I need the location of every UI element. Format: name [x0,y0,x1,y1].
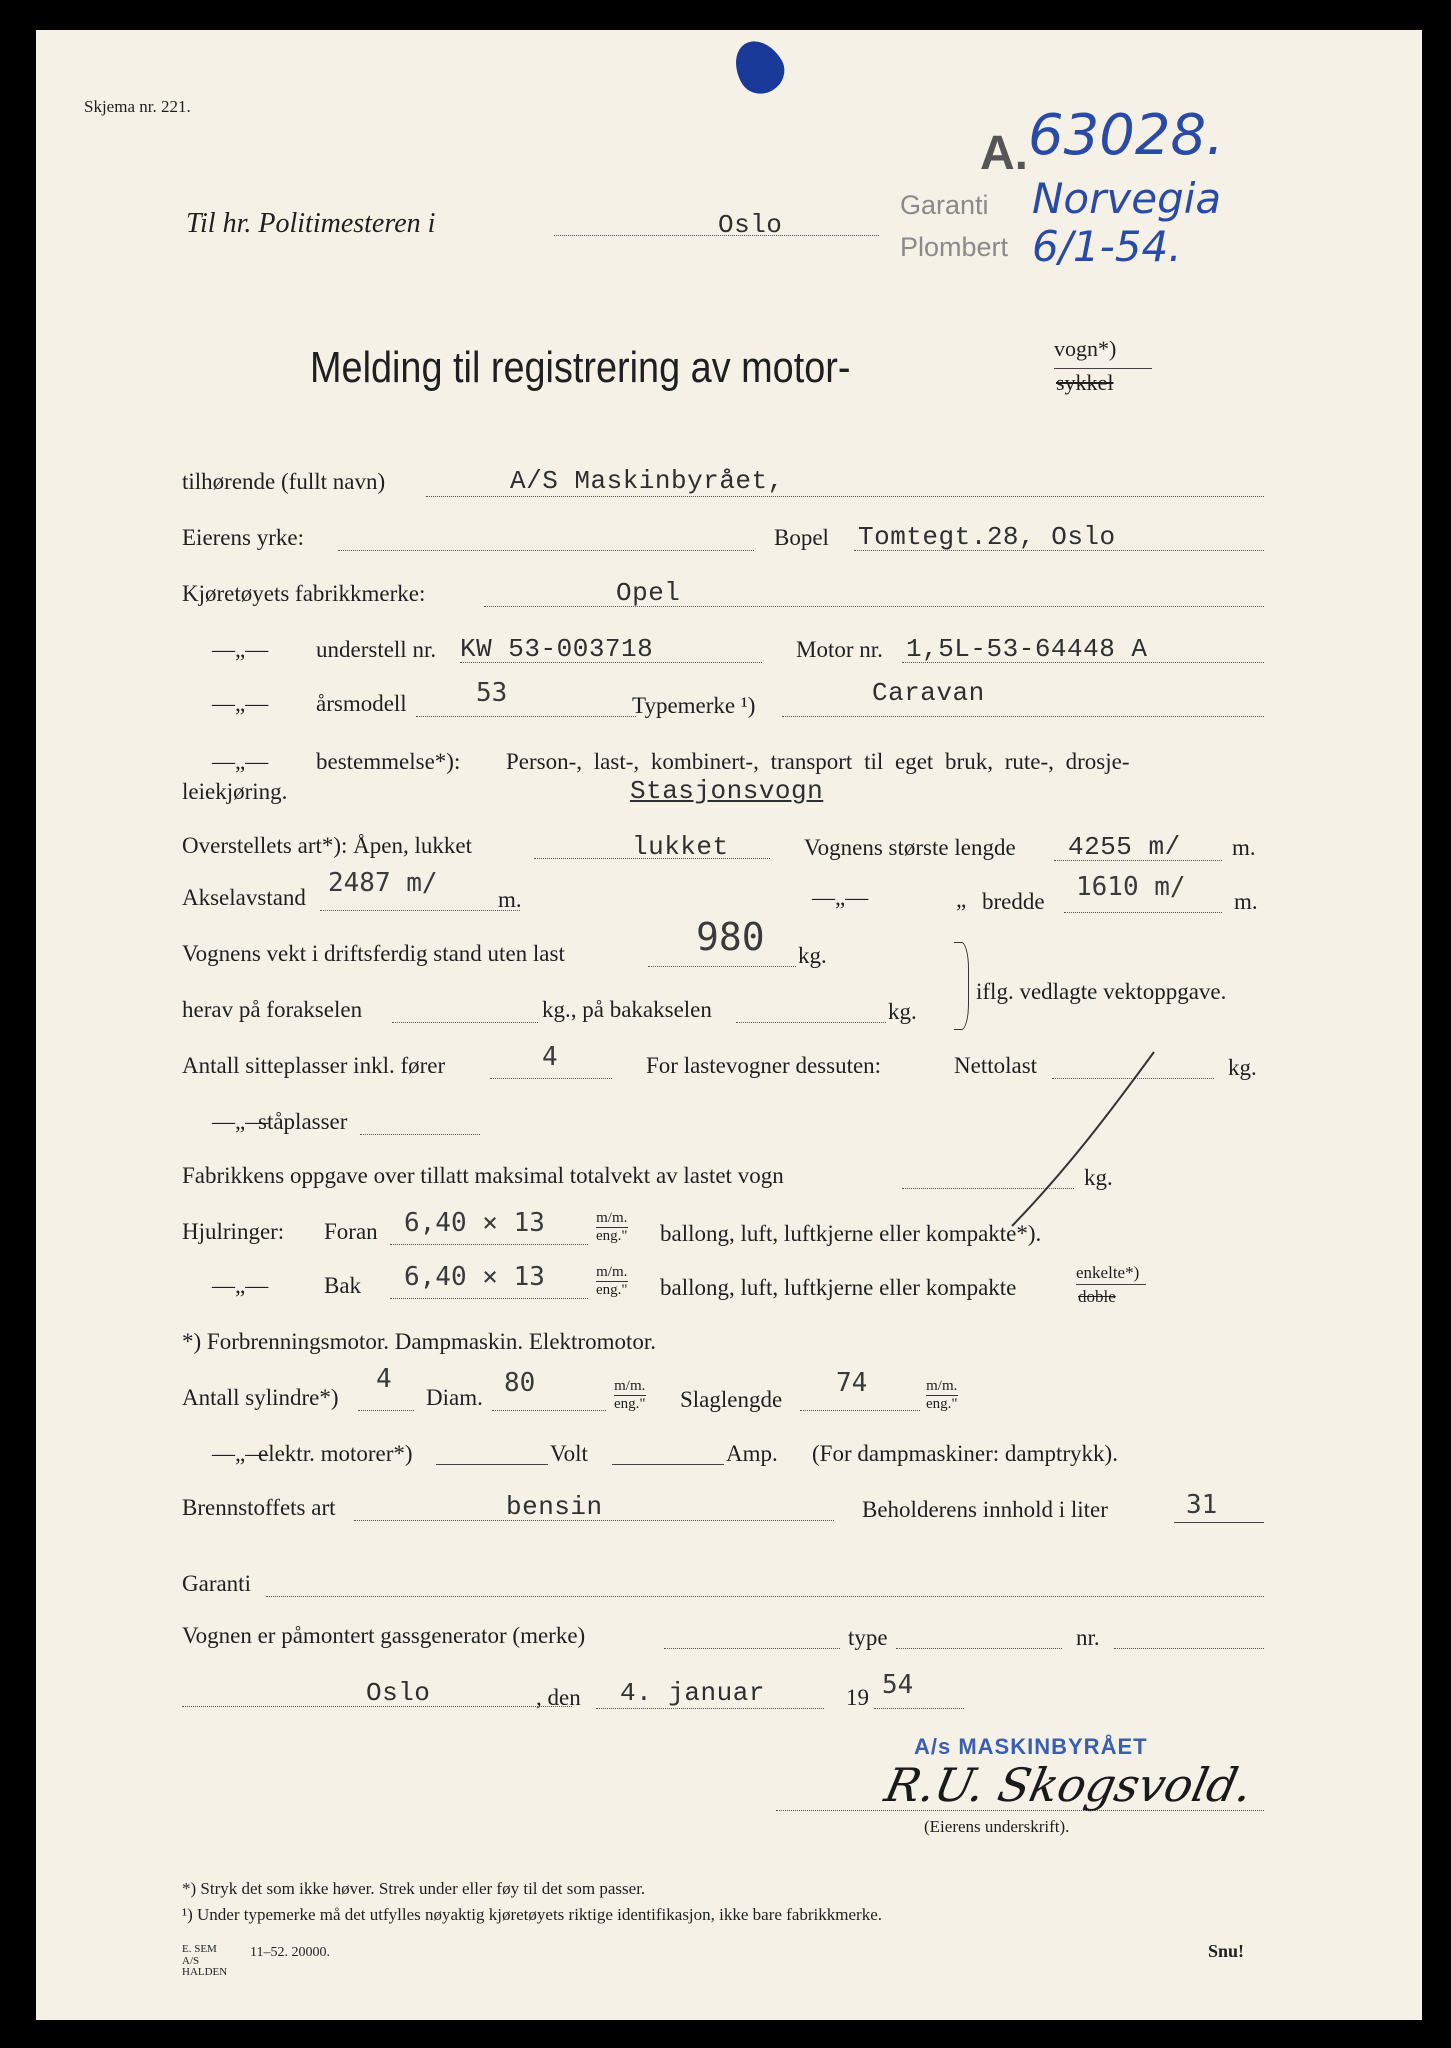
stamp-plombert: Plombert [900,232,1009,262]
gas-nr-label: nr. [1076,1625,1100,1650]
gas-label: Vognen er påmontert gassgenerator (merke) [182,1623,586,1648]
company-stamp: A/s MASKINBYRÅET [914,1734,1148,1759]
net-load-label: Nettolast [954,1053,1038,1078]
tank-line [1174,1522,1264,1523]
weight-line [648,966,796,967]
width-unit: m. [1234,889,1258,914]
length-unit: m. [1232,835,1256,860]
strike-through-mark [1006,1050,1156,1230]
rear-value: 6,40 × 13 [404,1262,545,1292]
motor-label: Motor nr. [796,637,883,662]
hw-garanti: Norvegia [1032,174,1222,223]
reg-prefix: A. [980,127,1028,180]
gas-type-line [896,1648,1062,1649]
seats-line [490,1078,612,1079]
gas-type-label: type [848,1625,888,1650]
diam-unit [614,1378,646,1412]
ditto-4: —„— [812,885,869,910]
residence-label: Bopel [774,525,829,550]
reg-number: 63028. [1028,103,1224,168]
addressee-line [554,235,879,236]
diam-unit-mm: m/m. [614,1378,646,1394]
date-line [596,1708,824,1709]
title-option-divider [1054,368,1152,369]
front-unit-mm: m/m. [596,1210,628,1226]
cylinders-value: 4 [376,1364,392,1394]
ditto-2: —„— [212,691,269,716]
model-year-label: årsmodell [316,691,407,716]
fuel-value: bensin [506,1492,603,1522]
chassis-label: understell nr. [316,637,437,662]
ditto-6: —„— [212,1273,269,1298]
make-value: Opel [616,578,681,608]
year-prefix: 19 [846,1685,869,1710]
rear-axle-line [736,1022,886,1023]
tire-divider [1076,1284,1146,1285]
purpose-value: Stasjonsvogn [630,776,824,806]
length-label: Vognens største lengde [804,835,1016,860]
print-run: 11–52. 20000. [250,1945,330,1960]
front-line [390,1244,588,1245]
tank-label: Beholderens innhold i liter [862,1497,1108,1522]
front-value: 6,40 × 13 [404,1208,545,1238]
date-label: , den [536,1685,581,1710]
body-label: Overstellets art*): Åpen, lukket [182,833,472,858]
rear-axle-kg: kg. [888,999,917,1024]
stroke-unit [926,1378,958,1412]
stroke-line [800,1410,920,1411]
footnote-2: ¹) Under typemerke må det utfylles nøyaktig kjøretøyets riktige identifikasjon, ikke bare fabrikkmerke. [182,1905,882,1924]
occupation-line [338,550,754,551]
wheelbase-label: Akselavstand [182,885,306,910]
rear-unit-mm: m/m. [596,1264,628,1280]
diam-value: 80 [504,1368,536,1398]
gas-nr-line [1114,1648,1264,1649]
form-title: Melding til registrering av motor- [310,343,851,392]
place-value: Oslo [366,1678,431,1708]
signature-caption: (Eierens underskrift). [924,1817,1070,1836]
diam-line [492,1410,606,1411]
engine-types: *) Forbrenningsmotor. Dampmaskin. Elektromotor. [182,1329,657,1354]
cylinders-line [358,1410,414,1411]
electric-label: elektr. motorer*) [258,1441,413,1466]
weight-note: iflg. vedlagte vektoppgave. [976,979,1227,1004]
model-year-value: 53 [476,678,508,708]
seats-label: Antall sitteplasser inkl. fører [182,1053,446,1078]
form-sheet [36,30,1422,2020]
ditto-1: —„— [212,637,269,662]
stroke-value: 74 [836,1368,868,1398]
schema-label: Skjema nr. 221. [84,97,191,116]
front-unit [596,1210,628,1244]
year-line [874,1708,964,1709]
width-line [1064,912,1222,913]
gas-line [664,1648,840,1649]
occupation-label: Eierens yrke: [182,525,304,550]
purpose-options-2: leiekjøring. [182,779,288,804]
wheelbase-value: 2487 m/ [328,868,438,898]
weight-kg: kg. [798,943,827,968]
owner-label: tilhørende (fullt navn) [182,469,386,494]
addressee-value: Oslo [718,210,783,240]
weight-brace [954,942,969,1030]
length-value: 4255 m/ [1068,832,1181,862]
guarantee-line [266,1596,1264,1597]
amp-label: Amp. [726,1441,778,1466]
rear-line [390,1298,588,1299]
width-comma: „ [956,887,967,912]
volt-line [612,1464,724,1465]
standing-label: ståplasser [258,1109,348,1134]
diam-label: Diam. [426,1385,483,1410]
ditto-3: —„— [212,749,269,774]
purpose-label: bestemmelse*): [316,749,461,774]
wheelbase-unit: m. [498,887,522,912]
addressee-label: Til hr. Politimesteren i [186,208,436,239]
max-weight-label: Fabrikkens oppgave over tillatt maksimal totalvekt av lastet vogn [182,1163,784,1188]
weight-value: 980 [696,915,765,959]
tire-text-rear: ballong, luft, luftkjerne eller kompakte [660,1275,1017,1300]
cylinders-label: Antall sylindre*) [182,1385,339,1410]
guarantee-label: Garanti [182,1571,251,1596]
weight-label: Vognens vekt i driftsferdig stand uten last [182,941,565,966]
type-value: Caravan [872,678,985,708]
tire-double: doble [1078,1287,1116,1306]
steam-label: (For dampmaskiner: damptrykk). [812,1441,1118,1466]
chassis-value: KW 53-003718 [460,634,654,664]
rear-label: Bak [324,1273,362,1298]
hw-plombert: 6/1-54. [1032,222,1182,271]
tank-value: 31 [1186,1490,1218,1520]
front-unit-eng: eng." [596,1227,628,1244]
year-value: 54 [882,1670,914,1700]
volt-label: Volt [550,1441,588,1466]
rear-unit [596,1264,628,1298]
title-option-vogn: vogn*) [1054,336,1117,361]
rims-label: Hjulringer: [182,1219,285,1244]
fuel-label: Brennstoffets art [182,1495,336,1520]
title-option-sykkel: sykkel [1056,370,1114,395]
model-year-line [416,716,636,717]
purpose-options: Person-, last-, kombinert-, transport til eget bruk, rute-, drosje- [506,749,1130,774]
stroke-unit-eng: eng." [926,1395,958,1412]
stroke-unit-mm: m/m. [926,1378,958,1394]
rear-axle-label: kg., på bakakselen [542,997,712,1022]
rear-unit-eng: eng." [596,1281,628,1298]
make-line [484,606,1264,607]
owner-line [426,496,1264,497]
body-value: lukket [632,832,729,862]
front-label: Foran [324,1219,378,1244]
date-value: 4. januar [620,1678,765,1708]
type-label: Typemerke ¹) [632,693,756,718]
net-load-kg: kg. [1228,1055,1257,1080]
tire-text-front: ballong, luft, luftkjerne eller kompakte*). [660,1221,1042,1246]
seats-value: 4 [542,1042,558,1072]
residence-value: Tomtegt.28, Oslo [858,522,1116,552]
wheelbase-line [320,910,520,911]
max-weight-kg: kg. [1084,1165,1113,1190]
tire-single: enkelte*) [1076,1263,1140,1282]
footnote-1: *) Stryk det som ikke høver. Strek under eller føy til det som passer. [182,1879,646,1898]
width-value: 1610 m/ [1076,872,1186,902]
owner-signature: R.U. Skogsvold. [880,1758,1258,1812]
motor-value: 1,5L-53-64448 A [906,634,1148,664]
printer-label: E. SEM A/S HALDEN [182,1943,228,1979]
diam-unit-eng: eng." [614,1395,646,1412]
signature-line [776,1810,1264,1811]
width-label: bredde [982,889,1045,914]
make-label: Kjøretøyets fabrikkmerke: [182,581,426,606]
electric-line [436,1464,548,1465]
standing-line [360,1134,480,1135]
turn-over: Snu! [1208,1941,1245,1961]
owner-value: A/S Maskinbyrået, [510,466,784,496]
cargo-label: For lastevogner dessuten: [646,1053,882,1078]
stamp-garanti: Garanti [900,190,989,220]
front-axle-label: herav på forakselen [182,997,363,1022]
ditto-5: —„— [212,1109,269,1134]
ink-blot [726,32,793,102]
stroke-label: Slaglengde [680,1387,783,1412]
type-line [782,716,1264,717]
ditto-7: —„— [212,1441,269,1466]
front-axle-line [392,1022,538,1023]
